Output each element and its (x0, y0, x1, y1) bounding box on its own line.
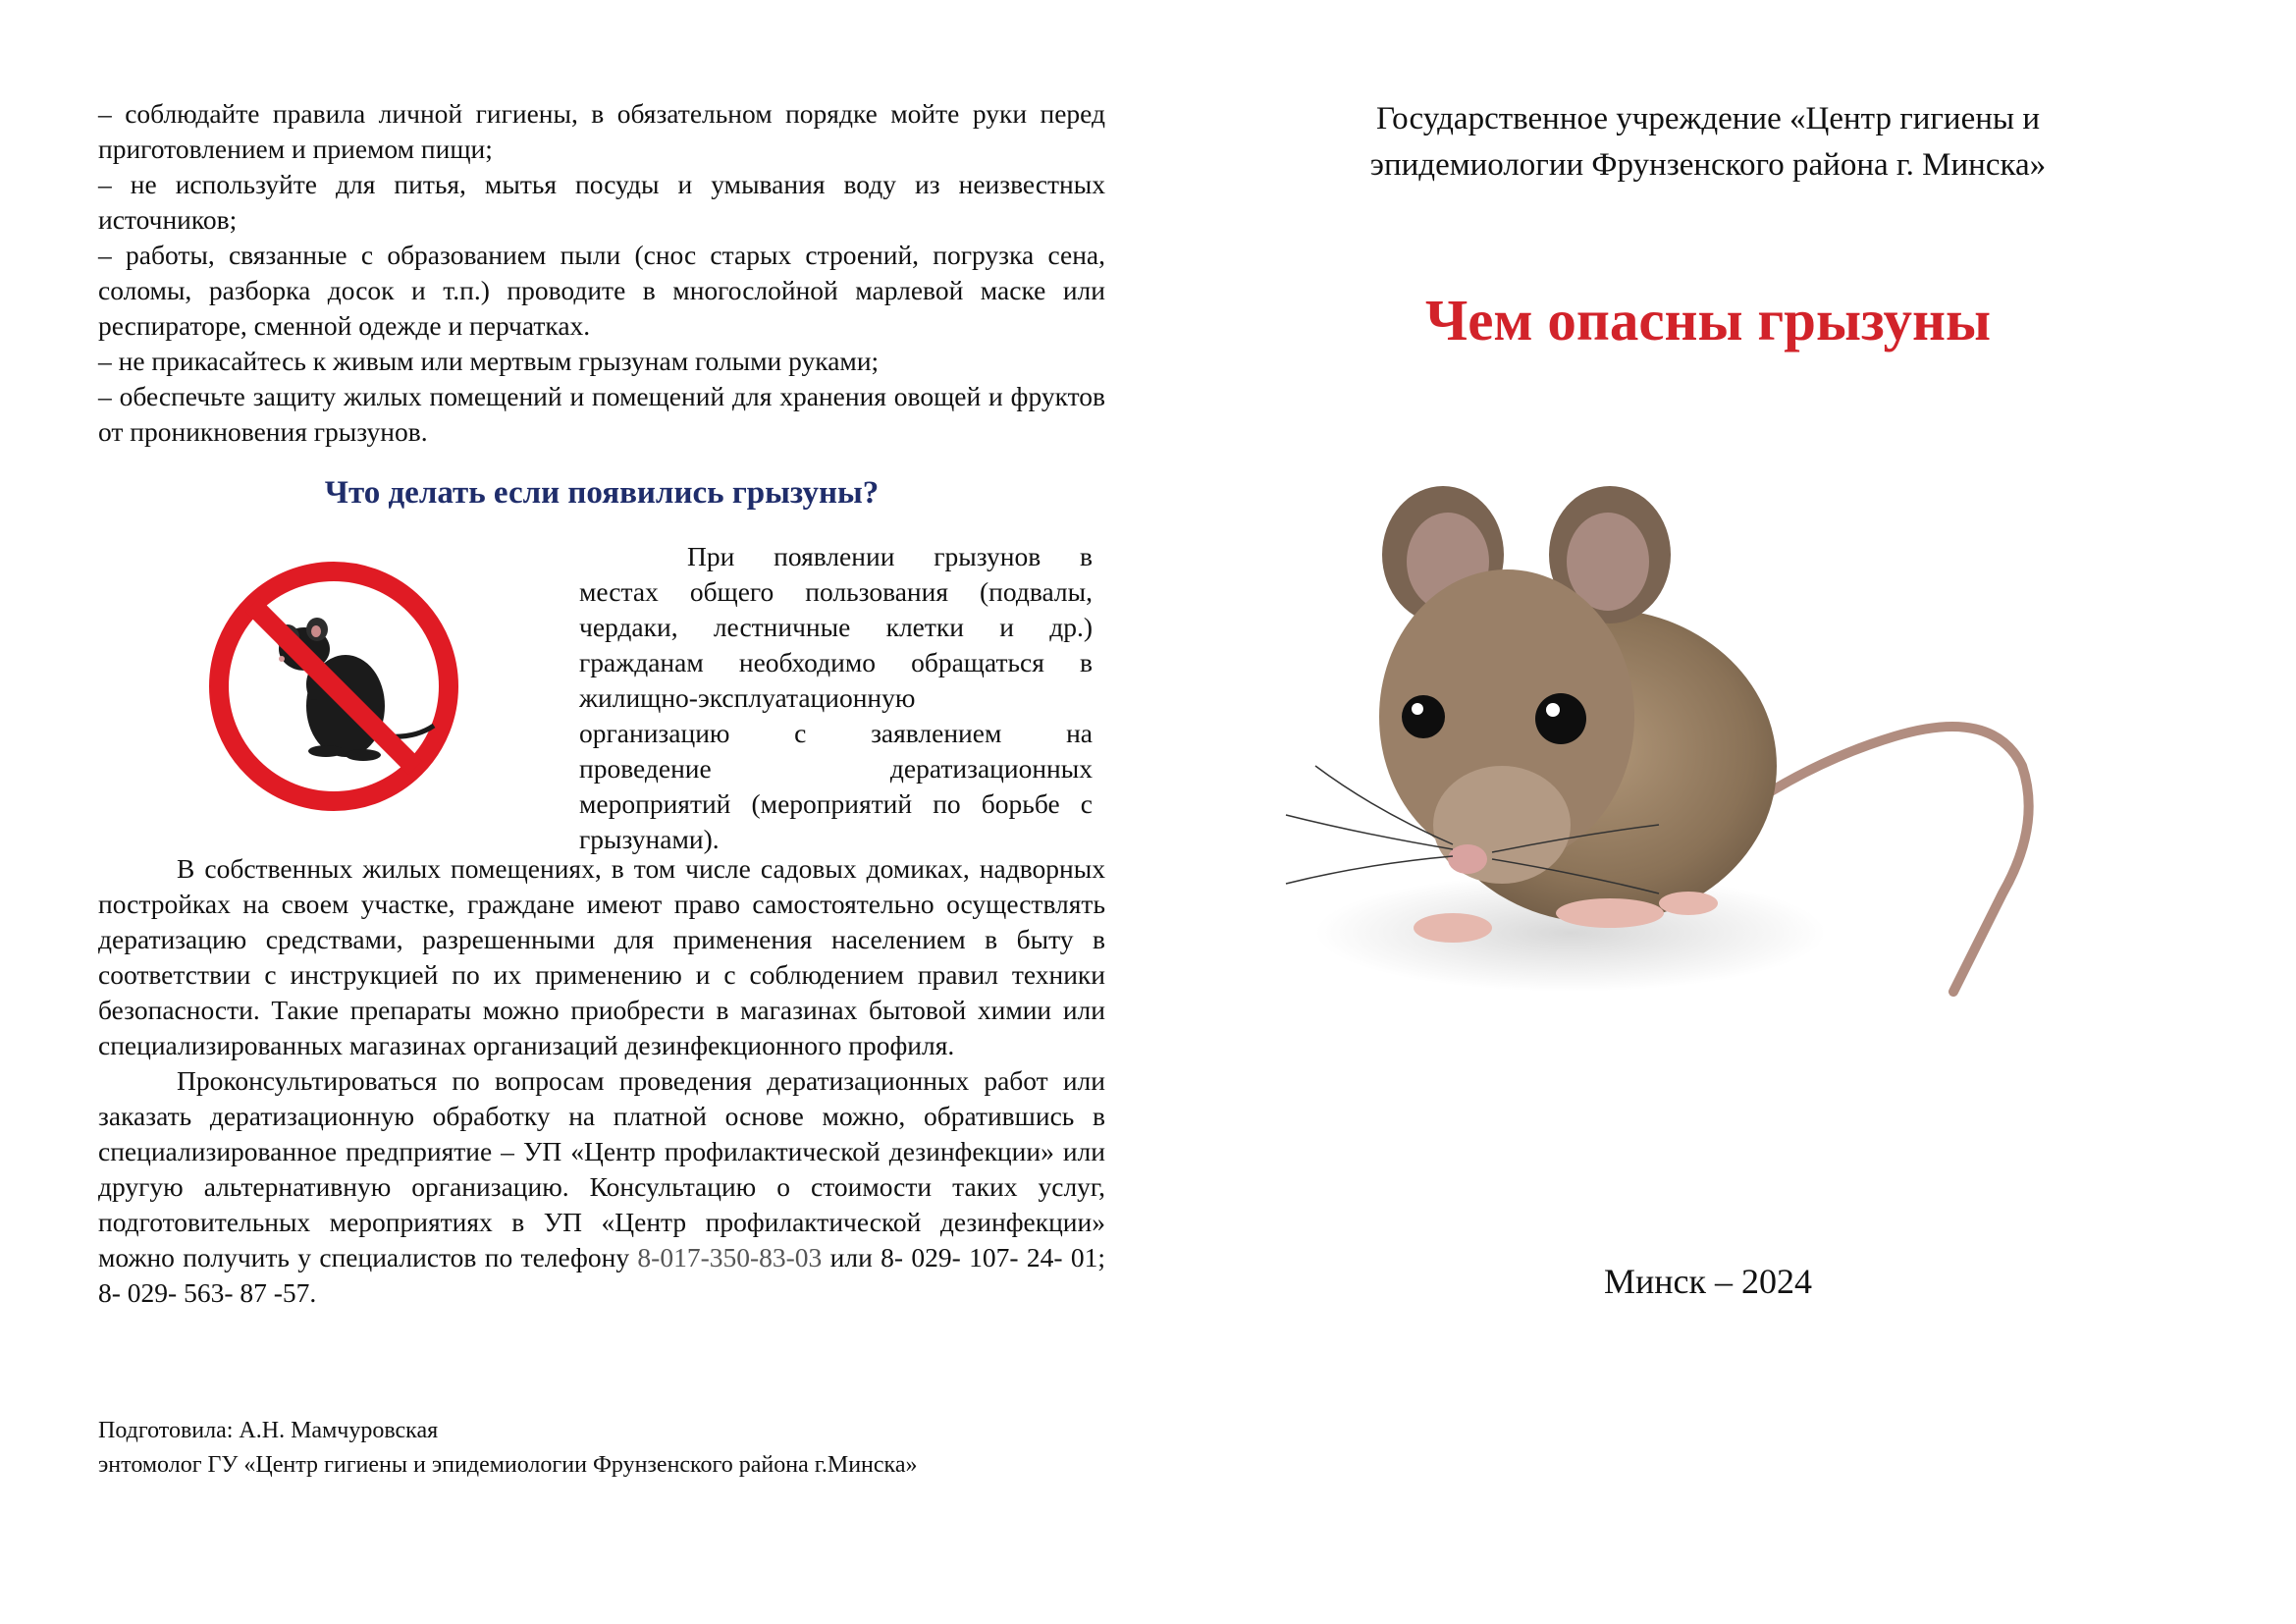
float-line: местах общего пользования (подвалы, (579, 576, 1093, 607)
float-paragraph (579, 539, 1093, 857)
phone-number: 8-017-350-83-03 (637, 1242, 823, 1272)
float-area (98, 539, 1105, 854)
credit-position: энтомолог ГУ «Центр гигиены и эпидемиологии Фрунзенского района г.Минска» (98, 1452, 918, 1478)
section-title: Что делать если появились грызуны? (324, 475, 880, 511)
left-page (98, 96, 1105, 1311)
institution-name (1266, 96, 2150, 189)
institution-line: Государственное учреждение «Центр гигиены и (1376, 101, 2040, 136)
mouse-photo (1247, 471, 2150, 1060)
float-line: чердаки, лестничные клетки и др.) (579, 612, 1093, 642)
rule-item: – не прикасайтесь к живым или мертвым грызунам голыми руками; (98, 346, 880, 376)
consultation-text: Проконсультироваться по вопросам проведения дератизационных работ или заказать дератизационную обработку на платной основе можно, обратившись в специализированное предприятие – УП «Центр профилактической дезинфекции» или другую альтернативную организацию. Консультацию о стоимости таких услуг, подготовительных мероприятиях в УП «Центр профилактической дезинфекции» можно получить у специалистов по телефону (98, 1065, 1105, 1272)
credits (98, 1414, 1099, 1483)
float-line: При появлении грызунов в (687, 541, 1093, 571)
float-line: гражданам необходимо обращаться в (579, 647, 1093, 677)
hygiene-rules-list (98, 96, 1105, 450)
float-line: организацию с заявлением на (579, 718, 1093, 748)
credit-author: Подготовила: А.Н. Мамчуровская (98, 1418, 439, 1443)
float-line: мероприятий (мероприятий по борьбе с (579, 788, 1093, 819)
other-phones: или 8- 029- 107- 24- 01; 8- 029- 563- 87 -57. (98, 1242, 1105, 1308)
float-line: грызунами). (579, 824, 720, 854)
no-rats-sign-image (206, 559, 461, 814)
rule-item: – не используйте для питья, мытья посуды и умывания воду из неизвестных источников; (98, 169, 1105, 235)
place-year: Минск – 2024 (1603, 1262, 1812, 1301)
page-title: Чем опасны грызуны (1424, 288, 1992, 352)
rule-item: – работы, связанные с образованием пыли (снос старых строений, погрузка сена, соломы, разборка досок и т.п.) проводите в многослойной марлевой маске или респираторе, сменной одежде и перчатках. (98, 240, 1105, 341)
institution-line: эпидемиологии Фрунзенского района г. Минска» (1369, 147, 2047, 183)
consultation-paragraph (98, 1063, 1105, 1311)
self-deratization-paragraph: В собственных жилых помещениях, в том числе садовых домиках, надворных постройках на своем участке, граждане имеют право самостоятельно осуществлять дератизацию средствами, разрешенными для применения населением в быту в соответствии с инструкцией по их применению и с соблюдением правил техники безопасности. Такие препараты можно приобрести в магазинах бытовой химии или специализированных магазинах организаций дезинфекционного профиля. (98, 853, 1105, 1060)
float-line: проведение дератизационных (579, 753, 1093, 784)
rule-item: – соблюдайте правила личной гигиены, в обязательном порядке мойте руки перед приготовлением и приемом пищи; (98, 98, 1105, 164)
float-line: жилищно-эксплуатационную (579, 682, 916, 713)
rule-item: – обеспечьте защиту жилых помещений и помещений для хранения овощей и фруктов от проникновения грызунов. (98, 381, 1105, 447)
